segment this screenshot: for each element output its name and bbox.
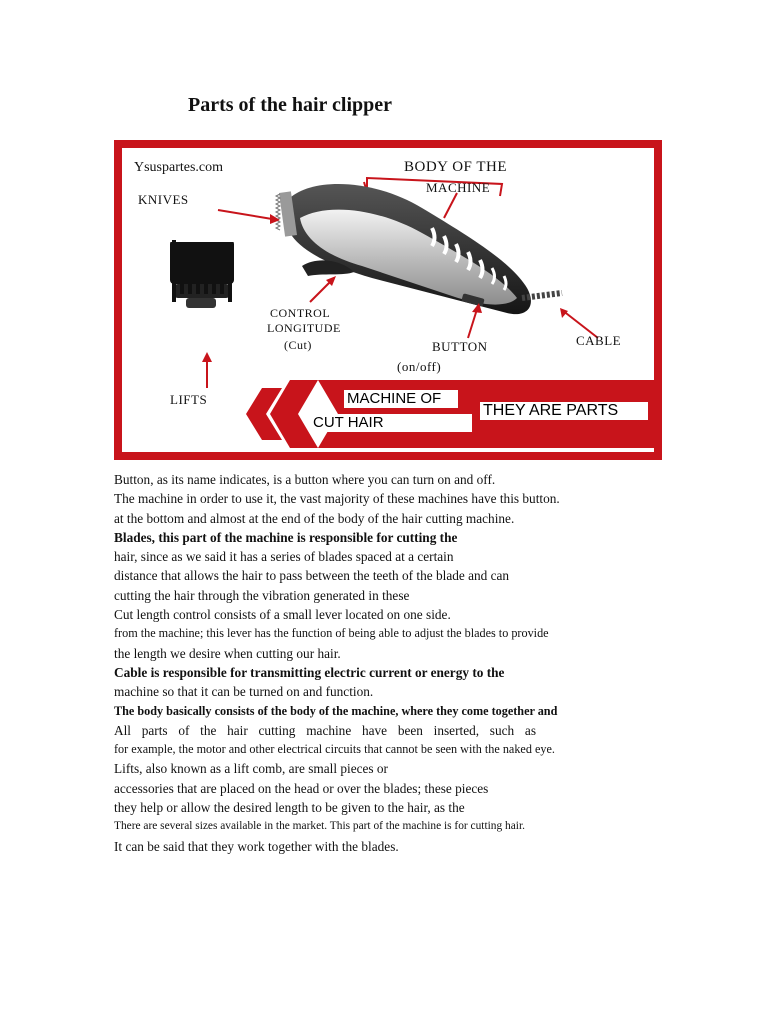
paragraph-line: Button, as its name indicates, is a button where you can turn on and off. — [114, 472, 496, 487]
page-title: Parts of the hair clipper — [188, 94, 393, 116]
label-control-line2: LONGITUDE — [267, 321, 341, 335]
banner-line2: CUT HAIR — [310, 414, 472, 432]
label-control-line3: (Cut) — [284, 338, 312, 352]
label-onoff: (on/off) — [397, 359, 442, 374]
paragraph-line: at the bottom and almost at the end of the body of the hair cutting machine. — [114, 510, 515, 526]
label-body-line1: BODY OF THE — [404, 159, 508, 175]
paragraph-line: There are several sizes available in the market. This part of the machine is for cutting hair. — [114, 820, 525, 833]
paragraph-line: machine so that it can be turned on and function. — [114, 684, 374, 700]
paragraph-line: distance that allows the hair to pass between the teeth of the blade and can — [114, 568, 510, 584]
diagram-canvas — [122, 148, 654, 452]
paragraph-line: hair, since as we said it has a series of blades spaced at a certain — [114, 549, 454, 565]
banner-line1: MACHINE OF — [344, 390, 458, 408]
label-cable: CABLE — [576, 333, 622, 348]
banner-right: THEY ARE PARTS — [480, 402, 648, 420]
paragraph-line: Cut length control consists of a small lever located on one side. — [114, 607, 451, 623]
paragraph-line: It can be said that they work together with the blades. — [114, 838, 399, 854]
paragraph-line: for example, the motor and other electrical circuits that cannot be seen with the naked eye. — [114, 742, 555, 757]
paragraph-line: from the machine; this lever has the function of being able to adjust the blades to provide — [114, 626, 549, 641]
paragraph-line: Blades, this part of the machine is responsible for cutting the — [114, 529, 458, 545]
label-knives: KNIVES — [138, 192, 189, 207]
lift-comb — [169, 236, 235, 308]
paragraph-line: accessories that are placed on the head or over the blades; these pieces — [114, 780, 489, 796]
paragraph-line: cutting the hair through the vibration generated in these — [114, 587, 410, 603]
paragraph-line: The machine in order to use it, the vast majority of these machines have this button. — [114, 491, 560, 507]
paragraph-line: Cable is responsible for transmitting electric current or energy to the — [114, 664, 505, 680]
paragraph-line: The body basically consists of the body of the machine, where they come together and — [114, 703, 558, 718]
label-button: BUTTON — [432, 339, 488, 354]
watermark-text: Ysuspartes.com — [134, 160, 224, 175]
label-body-line2: MACHINE — [426, 180, 491, 195]
paragraph-line: the length we desire when cutting our hair. — [114, 645, 341, 661]
label-lifts: LIFTS — [170, 392, 208, 407]
hair-clipper-diagram — [114, 140, 662, 460]
paragraph-line: they help or allow the desired length to be given to the hair, as the — [114, 800, 465, 816]
paragraph-line: Lifts, also known as a lift comb, are small pieces or — [114, 761, 388, 777]
label-control-line1: CONTROL — [270, 306, 331, 320]
body-text — [114, 470, 634, 856]
clipper-body — [290, 184, 531, 314]
paragraph-line: All parts of the hair cutting machine have been inserted, such as — [114, 722, 536, 738]
